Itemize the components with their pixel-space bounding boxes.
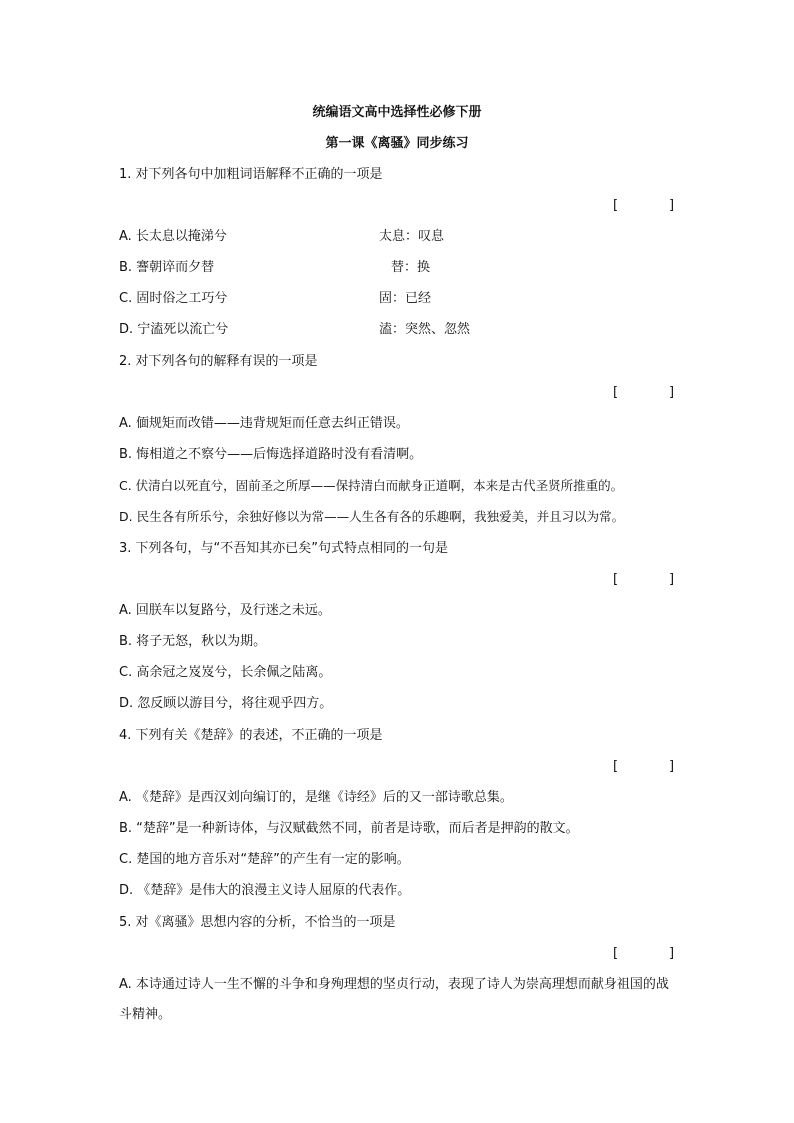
q1-option-a-gloss: 太息：叹息 [379, 229, 445, 244]
bracket-close: ] [669, 385, 675, 400]
q2-option-c: C. 伏清白以死直兮，固前圣之所厚——保持清白而献身正道啊，本来是古代圣贤所推重的。 [119, 478, 624, 493]
question-3-stem: 3. 下列各句，与“不吾知其亦已矣”句式特点相同的一句是 [119, 541, 449, 556]
q4-option-a: A. 《楚辞》是西汉刘向编订的，是继《诗经》后的又一部诗歌总集。 [119, 790, 513, 805]
bracket-close: ] [669, 946, 675, 961]
bracket-close: ] [669, 759, 675, 774]
q1-option-a: A. 长太息以掩涕兮 [119, 229, 227, 244]
bracket-open: [ [613, 572, 619, 587]
question-2-stem: 2. 对下列各句的解释有误的一项是 [119, 354, 318, 369]
q4-option-d: D. 《楚辞》是伟大的浪漫主义诗人屈原的代表作。 [119, 883, 411, 898]
q1-option-d: D. 宁溘死以流亡兮 [119, 322, 229, 337]
bracket-close: ] [669, 198, 675, 213]
q3-option-c: C. 高余冠之岌岌兮，长余佩之陆离。 [119, 665, 332, 680]
lesson-subtitle: 第一课《离骚》同步练习 [325, 136, 469, 151]
q1-option-d-gloss: 溘：突然、忽然 [379, 322, 471, 337]
question-4-stem: 4. 下列有关《楚辞》的表述，不正确的一项是 [119, 728, 383, 743]
bracket-open: [ [613, 759, 619, 774]
q4-option-b: B. “楚辞”是一种新诗体，与汉赋截然不同，前者是诗歌，而后者是押韵的散文。 [119, 821, 579, 836]
q2-option-d: D. 民生各有所乐兮，余独好修以为常——人生各有各的乐趣啊，我独爱美，并且习以为常。 [119, 509, 625, 524]
q1-option-c: C. 固时俗之工巧兮 [119, 291, 228, 306]
q2-option-b: B. 悔相道之不察兮——后悔选择道路时没有看清啊。 [119, 447, 423, 462]
q2-option-a: A. 偭规矩而改错——违背规矩而任意去纠正错误。 [119, 416, 409, 431]
bracket-open: [ [613, 198, 619, 213]
q3-option-b: B. 将子无怒，秋以为期。 [119, 634, 267, 649]
bracket-close: ] [669, 572, 675, 587]
bracket-open: [ [613, 385, 619, 400]
question-5-stem: 5. 对《离骚》思想内容的分析，不恰当的一项是 [119, 915, 396, 930]
q3-option-a: A. 回朕车以复路兮，及行迷之未远。 [119, 603, 331, 618]
q1-option-b: B. 謇朝谇而夕替 [119, 260, 215, 275]
q3-option-d: D. 忽反顾以游目兮，将往观乎四方。 [119, 696, 333, 711]
q1-option-b-gloss: 替：换 [391, 260, 431, 275]
q5-option-a: A. 本诗通过诗人一生不懈的斗争和身殉理想的坚贞行动，表现了诗人为崇高理想而献身祖国的战斗精神。 [119, 977, 669, 1022]
q1-option-c-gloss: 固：已经 [379, 291, 432, 306]
bracket-open: [ [613, 946, 619, 961]
q4-option-c: C. 楚国的地方音乐对“楚辞”的产生有一定的影响。 [119, 852, 410, 867]
question-1-stem: 1. 对下列各句中加粗词语解释不正确的一项是 [119, 167, 383, 182]
document-title: 统编语文高中选择性必修下册 [312, 105, 482, 120]
